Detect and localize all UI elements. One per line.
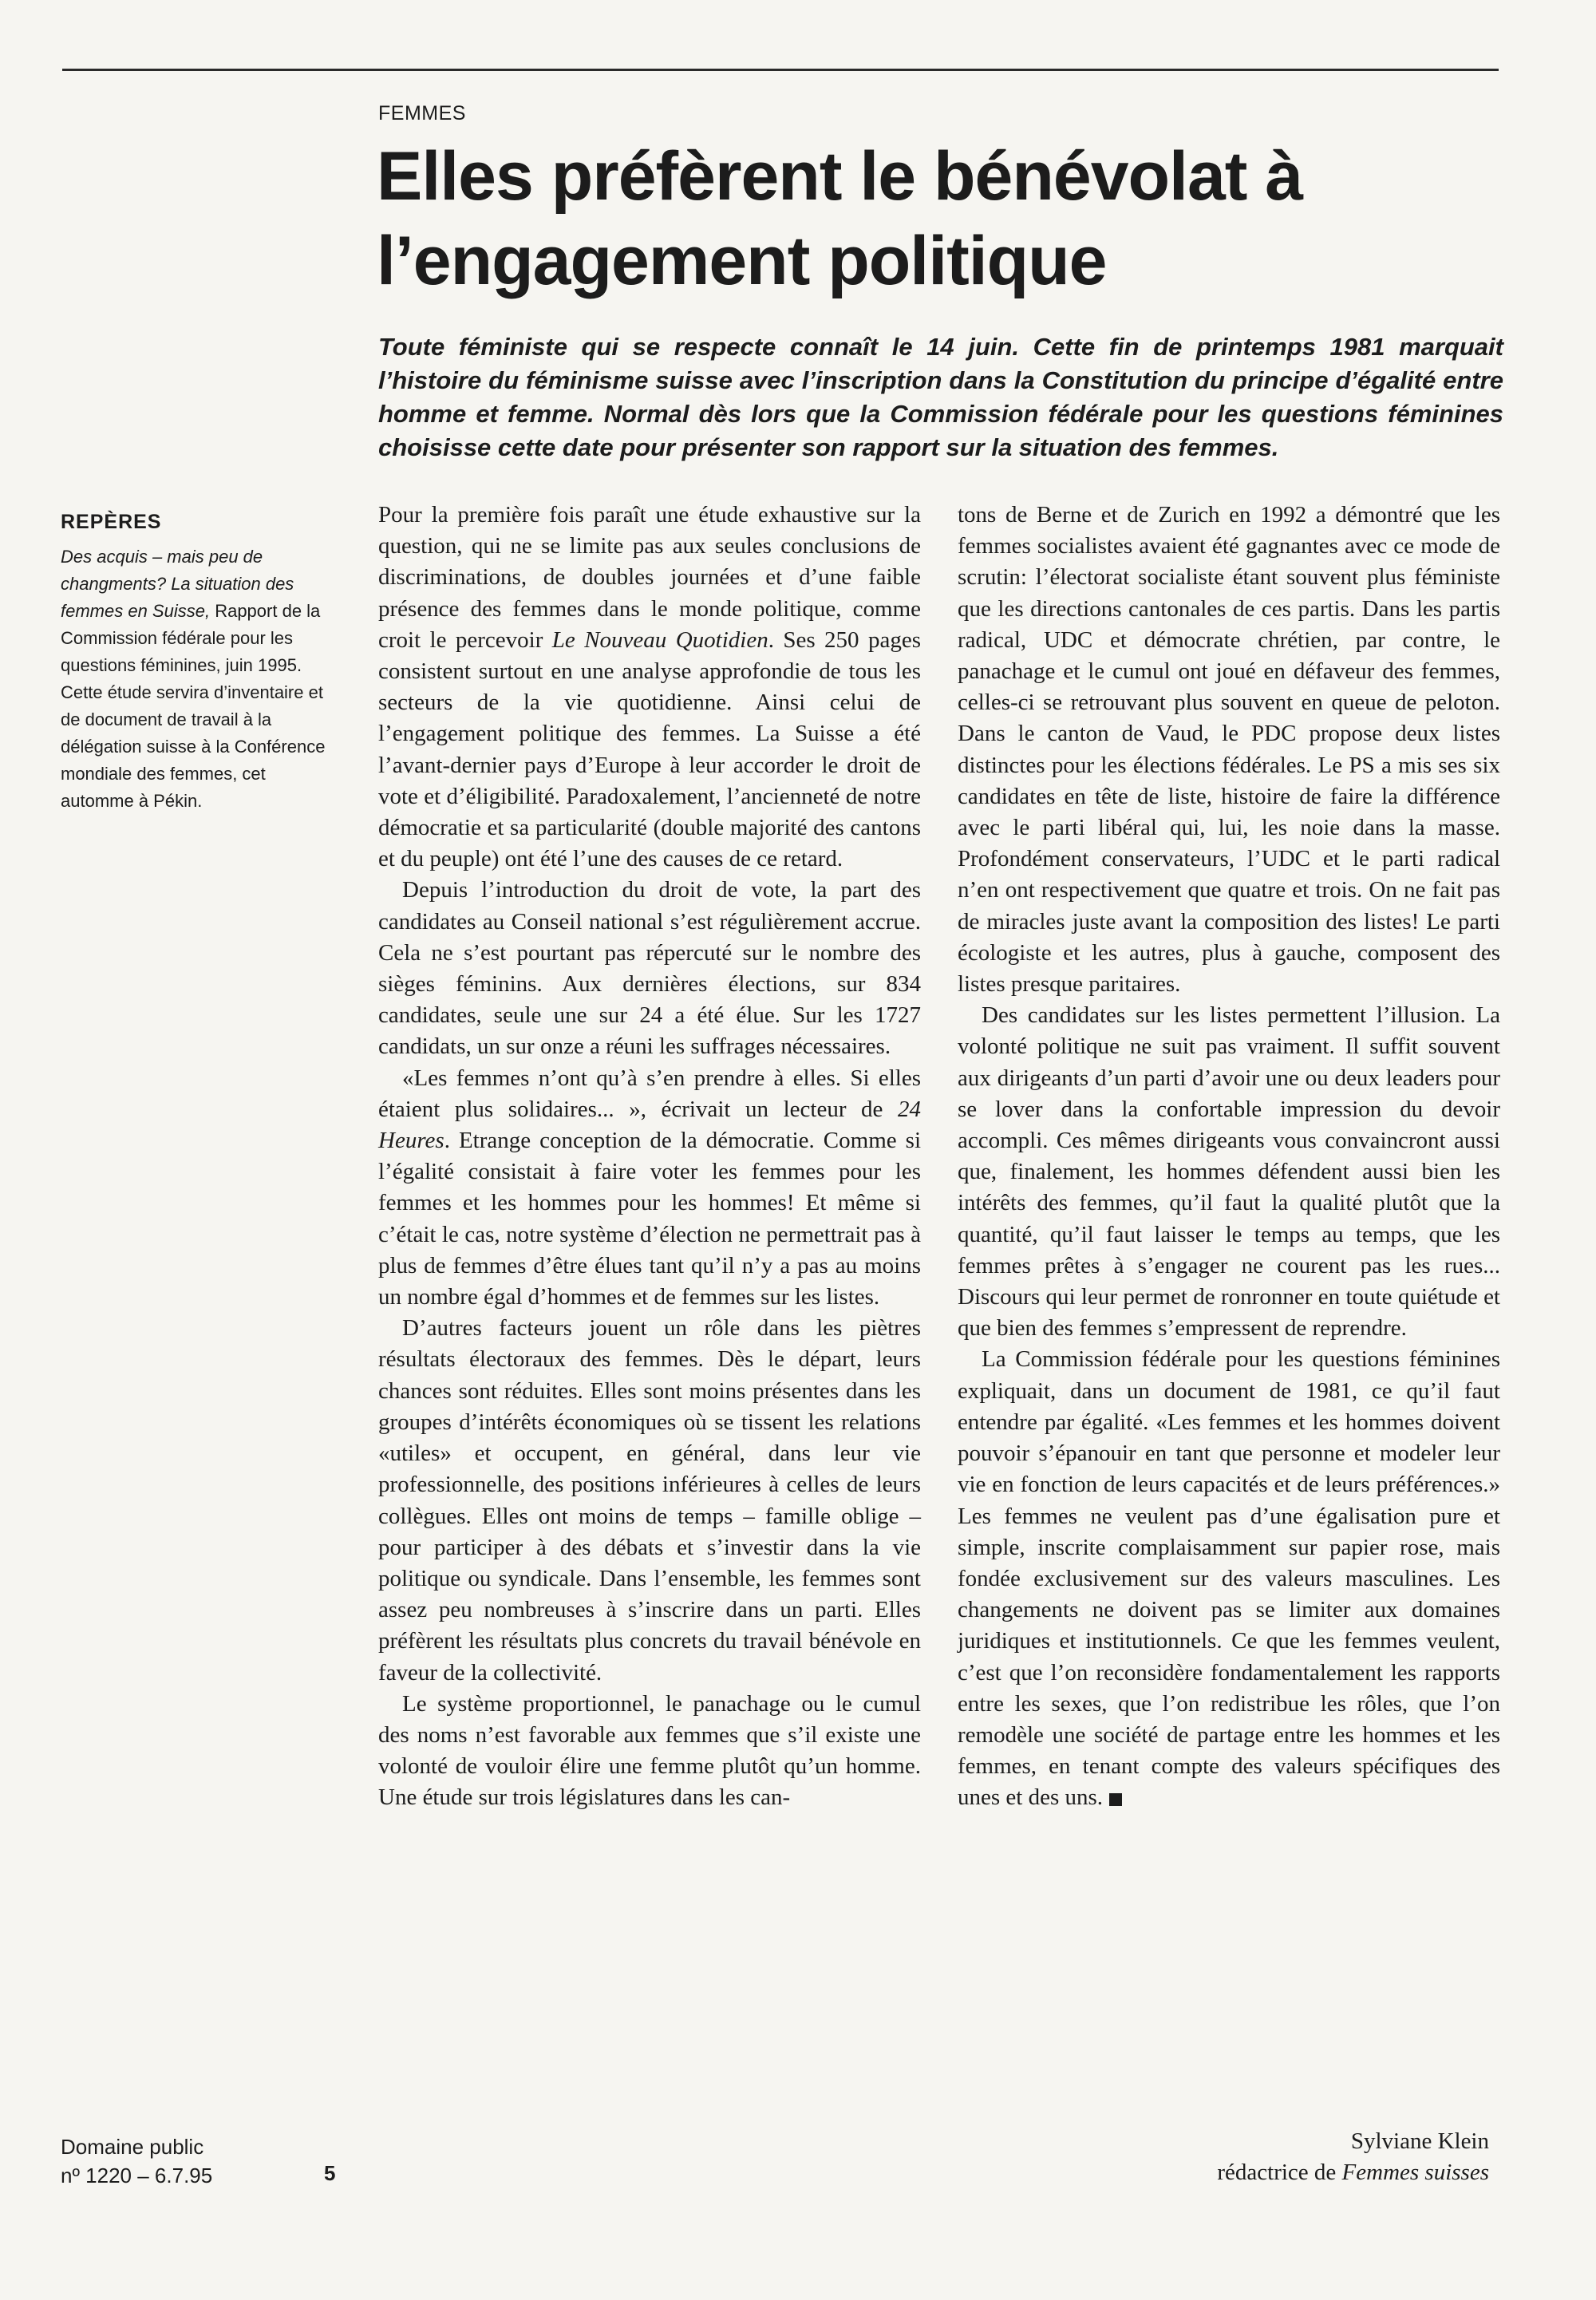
article-lead: Toute féministe qui se respecte connaît le 14 juin. Cette fin de printemps 1981 marquait l’histoire du féminisme suisse avec l’inscription dans la Constitution du principe d’égalité entre homme et femme. Normal dès lors que la Commission fédérale pour les questions féminines choisisse cette date pour présenter son rapport sur la situation des femmes. <box>378 333 1503 461</box>
article-column-2 <box>958 500 1500 1814</box>
text-run: La Commission fédérale pour les questions féminines expliquait, dans un document de 1981, ce qu’il faut entendre par égalité. «Les femmes et les hommes doivent pouvoir s’épanouir en tant que personne et modeler leur vie en fonction de leurs capacités et de leurs préférences.» Les femmes ne veulent pas d’une égalisation pure et simple, inscrite complaisamment sur papier rose, mais fondée exclusivement sur des valeurs masculines. Les changements ne doivent pas se limiter aux domaines juridiques et institutionnels. Ce que les femmes veulent, c’est que l’on reconsidère fondamentalement les rapports entre les sexes, que l’on redistribue les rôles, que l’on remodèle une société de partage entre les hommes et les femmes, en tenant compte des valeurs spécifiques des unes et des uns. <box>958 1346 1500 1811</box>
end-of-article-icon <box>1109 1793 1122 1806</box>
page-footer <box>61 2132 212 2190</box>
paragraph <box>378 500 921 875</box>
text-run: . Etrange conception de la démocratie. Comme si l’égalité consistait à faire voter les femmes pour les femmes et les hommes pour les hommes! Et même si c’était le cas, notre système d’élection ne permettrait pas à plus de femmes d’être élues tant qu’il n’y a pas au moins un nombre égal d’hommes et de femmes sur les listes. <box>378 1128 921 1310</box>
author-signature <box>958 2126 1500 2188</box>
author-role <box>958 2157 1500 2188</box>
text-run: rédactrice de <box>1217 2160 1342 2186</box>
text-run: Pour la première fois paraît une étude exhaustive sur la question, qui ne se limite pas aux seules conclusions de discriminations, de doubles journées et d’une faible présence des femmes dans le monde politique, comme croit le percevoir <box>378 502 921 653</box>
section-kicker: FEMMES <box>378 102 466 124</box>
paragraph: Des candidates sur les listes permettent l’illusion. La volonté politique ne suit pas vraiment. Il suffit souvent aux dirigeants d’un parti d’avoir une ou deux leaders pour se lover dans la confortable impression du devoir accompli. Ces mêmes dirigeants vous convaincront aussi que, finalement, les hommes défendent aussi bien les intérêts des femmes, qu’il faut la qualité plutôt que la quantité, qu’il faut laisser le temps au temps, que les femmes prêtes à s’engager ne courent pas les rues... Discours qui leur permet de ronronner en toute quiétude et que bien des femmes s’empressent de reprendre. <box>958 1002 1500 1342</box>
title-line-2: l’engagement politique <box>377 223 1107 299</box>
top-rule <box>62 69 1499 71</box>
sidebar-text <box>61 543 337 815</box>
sidebar-title: Des acquis – mais peu de changments? La situation des femmes en Suisse, <box>61 547 294 621</box>
sidebar-heading: REPÈRES <box>61 511 162 533</box>
paragraph: Depuis l’introduction du droit de vote, la part des candidates au Conseil national s’est régulièrement accrue. Cela ne s’est pourtant pas répercuté sur le nombre des sièges féminins. Aux dernières élections, sur 834 candidates, seule une sur 24 a été élue. Sur les 1727 candidats, un sur onze a réuni les suffrages nécessaires. <box>378 877 921 1060</box>
publication-name: Femmes suisses <box>1341 2160 1489 2186</box>
paragraph: tons de Berne et de Zurich en 1992 a démontré que les femmes socialistes avaient été gagnantes avec ce mode de scrutin: l’électorat socialiste étant souvent plus féministe que les directions cantonales de ces partis. Dans les partis radical, UDC et démocrate chrétien, par contre, le panachage et le cumul ont joué en défaveur des femmes, celles-ci se retrouvant plus souvent en queue de peloton. Dans le canton de Vaud, le PDC propose deux listes distinctes pour les élections fédérales. Le PS a mis ses six candidates en tête de liste, histoire de faire la différence avec le parti libéral qui, lui, les noie dans la masse. Profondément conservateurs, l’UDC et le parti radical n’en ont respectivement que quatre et trois. On ne fait pas de miracles juste avant la composition des listes! Le parti écologiste et les autres, plus à gauche, composent des listes presque paritaires. <box>958 502 1500 998</box>
author-name: Sylviane Klein <box>1350 2128 1489 2154</box>
paragraph <box>958 1344 1500 1813</box>
paragraph <box>378 1063 921 1314</box>
page-number: 5 <box>324 2161 336 2185</box>
text-run: . Ses 250 pages consistent surtout en une analyse approfondie de tous les secteurs de la vie quotidienne. Ainsi celui de l’engagement politique des femmes. La Suisse a été l’avant-dernier pays d’Europe à leur accorder le droit de vote et d’éligibilité. Paradoxalement, l’ancienneté de notre démocratie et sa particularité (double majorité des cantons et du peuple) ont été l’une des causes de ce retard. <box>378 626 921 872</box>
text-run: «Les femmes n’ont qu’à s’en prendre à elles. Si elles étaient plus solidaires... », écrivait un lecteur de <box>378 1065 921 1122</box>
publication-name: Domaine public <box>61 2135 204 2159</box>
paragraph: Le système proportionnel, le panachage ou le cumul des noms n’est favorable aux femmes que s’il existe une volonté de vouloir élire une femme plutôt qu’un homme. Une étude sur trois législatures dans les can- <box>378 1690 921 1811</box>
title-line-1: Elles préfèrent le bénévolat à <box>377 138 1303 215</box>
sidebar-reperes <box>61 511 337 815</box>
article-column-1 <box>378 500 921 1814</box>
paragraph: D’autres facteurs jouent un rôle dans les piètres résultats électoraux des femmes. Dès le départ, leurs chances sont réduites. Elles sont moins présentes dans les groupes d’intérêts économiques où se tissent les relations «utiles» et occupent, en général, dans leur vie professionnelle, des positions inférieures à celles de leurs collègues. Elles ont moins de temps – famille oblige – pour participer à des débats et s’investir dans la vie politique ou syndicale. Dans l’ensemble, les femmes sont assez peu nombreuses à s’inscrire dans un parti. Elles préfèrent les résultats plus concrets du travail bénévole en faveur de la collectivité. <box>378 1315 921 1685</box>
newspaper-name: Le Nouveau Quotidien <box>551 626 768 653</box>
article-title <box>377 134 1494 303</box>
issue-number: nº 1220 – 6.7.95 <box>61 2164 213 2187</box>
sidebar-body: Rapport de la Commission fédérale pour les questions féminines, juin 1995. Cette étude servira d’inventaire et de document de travail à la délégation suisse à la Conférence mondiale des femmes, cet automme à Pékin. <box>61 601 326 811</box>
newspaper-name: 24 Heures <box>378 1096 921 1154</box>
